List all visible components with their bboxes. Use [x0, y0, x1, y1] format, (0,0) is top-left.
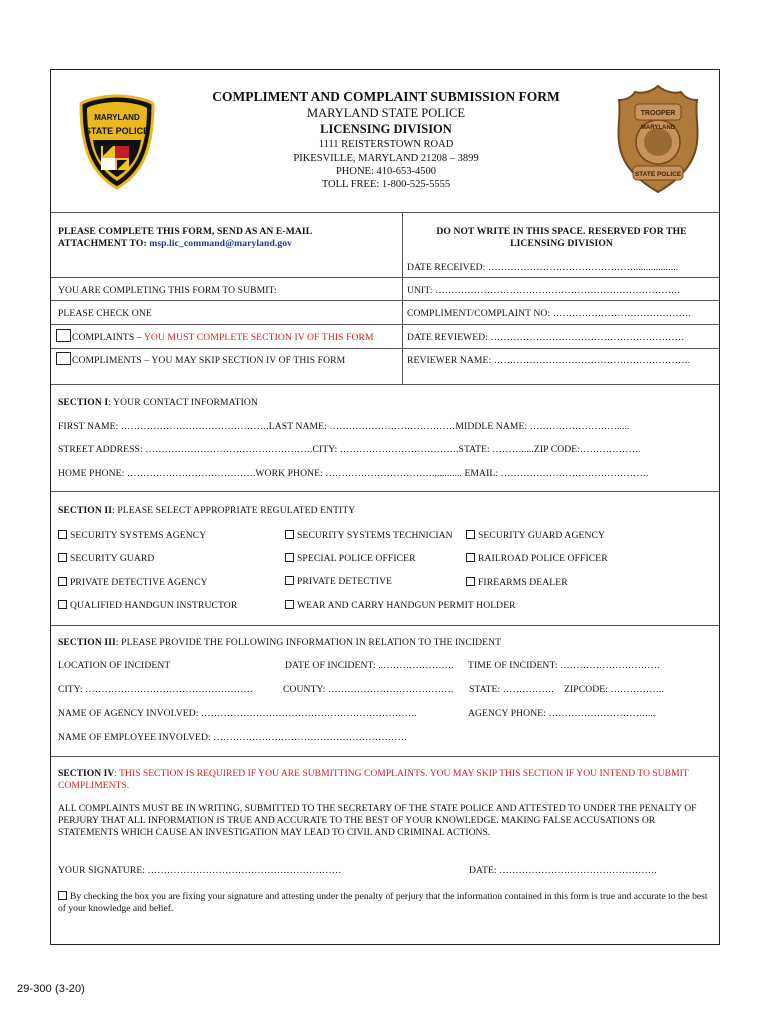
complaints-option	[72, 332, 374, 343]
checkbox[interactable]	[58, 577, 67, 586]
section-2-heading	[58, 505, 355, 516]
logo-text-bottom: STATE POLICE	[84, 126, 150, 136]
option-private-detective[interactable]	[285, 576, 392, 587]
section-1-title: : YOUR CONTACT INFORMATION	[108, 397, 258, 408]
checkbox[interactable]	[285, 530, 294, 539]
check-one-label: PLEASE CHECK ONE	[58, 308, 152, 319]
employee-involved-field[interactable]: NAME OF EMPLOYEE INVOLVED: ……………………………………………………	[58, 732, 408, 743]
division-name: LICENSING DIVISION	[320, 122, 452, 136]
checkbox[interactable]	[285, 600, 294, 609]
checkbox[interactable]	[58, 600, 67, 609]
attestation-checkbox[interactable]	[58, 891, 67, 900]
divider	[51, 625, 719, 626]
section-3-title: : PLEASE PROVIDE THE FOLLOWING INFORMATION IN RELATION TO THE INCIDENT	[115, 637, 502, 648]
form-title: COMPLIMENT AND COMPLAINT SUBMISSION FORM	[212, 89, 560, 104]
checkbox[interactable]	[58, 553, 67, 562]
date-of-incident-field[interactable]: DATE OF INCIDENT: ..………………….	[285, 660, 454, 671]
option-label: WEAR AND CARRY HANDGUN PERMIT HOLDER	[297, 600, 516, 611]
incident-state-field[interactable]: STATE: …………….	[469, 684, 554, 695]
name-fields-row[interactable]: FIRST NAME: ……………………………………….LAST NAME: …………………………………MIDDLE NAME: ……………………….....	[58, 421, 630, 432]
incident-zipcode-field[interactable]: ZIPCODE: ……………..	[564, 684, 664, 695]
option-label: SECURITY GUARD	[70, 553, 155, 564]
option-special-police-officer[interactable]	[285, 553, 416, 564]
option-label: RAILROAD POLICE OFFICER	[478, 553, 608, 564]
section-4-label: SECTION IV	[58, 768, 115, 779]
address-line-1: 1111 REISTERSTOWN ROAD	[318, 139, 454, 150]
section-3-label: SECTION III	[58, 637, 116, 648]
option-firearms-dealer[interactable]	[466, 577, 568, 588]
form-frame	[50, 69, 720, 945]
section-4-heading	[58, 768, 708, 792]
option-label: PRIVATE DETECTIVE	[297, 576, 393, 587]
complaints-note: YOU MUST COMPLETE SECTION IV OF THIS FORM	[143, 332, 374, 343]
reserved-title-2: LICENSING DIVISION	[510, 238, 613, 249]
option-railroad-police-officer[interactable]	[466, 553, 608, 564]
incident-county-field[interactable]: COUNTY: …………………………………	[283, 684, 454, 695]
checkbox[interactable]	[285, 553, 294, 562]
divider	[51, 348, 719, 349]
compliments-checkbox[interactable]	[56, 352, 71, 365]
toll-free-number: TOLL FREE: 1-800-525-5555	[321, 179, 451, 190]
section-1-heading	[58, 397, 258, 408]
phone-number: PHONE: 410-653-4500	[335, 166, 437, 177]
option-security-guard[interactable]	[58, 553, 154, 564]
location-of-incident-label[interactable]: LOCATION OF INCIDENT	[58, 660, 171, 671]
form-number: 29-300 (3-20)	[17, 983, 85, 995]
option-private-detective-agency[interactable]	[58, 577, 208, 588]
address-fields-row[interactable]: STREET ADDRESS: …………………………………………….CITY: ……………………………….STATE: ……….....ZIP CODE:……………….	[58, 444, 641, 455]
phone-email-fields-row[interactable]: HOME PHONE: ………………………………….WORK PHONE: ……………………………............ EMAIL: ……………………………………….	[58, 468, 649, 479]
agency-phone-field[interactable]: AGENCY PHONE: …………………………....	[468, 708, 656, 719]
date-reviewed-field: DATE REVIEWED: ……………………………………………………	[407, 332, 685, 343]
option-label: FIREARMS DEALER	[478, 577, 568, 588]
section-2-label: SECTION II	[58, 505, 113, 516]
time-of-incident-field[interactable]: TIME OF INCIDENT: ………………………….	[468, 660, 660, 671]
section-3-heading	[58, 637, 501, 648]
divider	[51, 491, 719, 492]
section-1-label: SECTION I	[58, 397, 109, 408]
divider	[51, 277, 719, 278]
complaints-label: COMPLAINTS –	[72, 332, 144, 343]
perjury-statement: ALL COMPLAINTS MUST BE IN WRITING, SUBMITTED TO THE SECRETARY OF THE STATE POLICE AND ATTESTED TO UNDER THE PENALTY OF PERJURY THAT ALL INFORMATION IS TRUE AND ACCURATE TO THE BEST OF YOUR KNOWLEDGE. MAKING FALSE ACCUSATIONS OR STATEMENTS WHICH CAUSE AN INVESTIGATION MAY LEAD TO CIVIL AND CRIMINAL ACTIONS.	[58, 803, 697, 838]
signature-date-field[interactable]: DATE: ………………………………………….	[469, 865, 657, 876]
submit-prompt: YOU ARE COMPLETING THIS FORM TO SUBMIT:	[58, 285, 277, 296]
badge-text-mid: MARYLAND	[640, 125, 676, 131]
instructions-attachment-label: ATTACHMENT TO:	[58, 238, 150, 249]
option-label: SECURITY GUARD AGENCY	[478, 530, 606, 541]
divider	[51, 300, 719, 301]
checkbox[interactable]	[285, 576, 294, 585]
date-received-field: DATE RECEIVED: ………………………………………..................	[407, 262, 679, 273]
attestation	[58, 891, 708, 915]
option-label: SECURITY SYSTEMS AGENCY	[70, 530, 207, 541]
option-label: QUALIFIED HANDGUN INSTRUCTOR	[70, 600, 238, 611]
checkbox[interactable]	[58, 530, 67, 539]
option-security-guard-agency[interactable]	[466, 530, 605, 541]
complaint-number-field: COMPLIMENT/COMPLAINT NO: …………………………………….	[407, 308, 691, 319]
unit-field: UNIT: ………………………………………………………………….	[407, 285, 680, 296]
badge-text-bottom: STATE POLICE	[634, 171, 682, 178]
instructions-line-1: PLEASE COMPLETE THIS FORM, SEND AS AN E-MAIL	[58, 226, 313, 237]
option-label: SECURITY SYSTEMS TECHNICIAN	[297, 530, 453, 541]
option-label: SPECIAL POLICE OFFICER	[297, 553, 416, 564]
agency-name: MARYLAND STATE POLICE	[306, 106, 466, 120]
logo-text-top: MARYLAND	[94, 113, 140, 122]
attestation-text: By checking the box you are fixing your signature and attesting under the penalty of perjury that the information contained in this form is true and accurate to the best of your knowledge and belief.	[58, 891, 708, 914]
badge-text-top: TROOPER	[640, 110, 676, 117]
option-security-systems-technician[interactable]	[285, 530, 453, 541]
checkbox[interactable]	[466, 577, 475, 586]
agency-involved-field[interactable]: NAME OF AGENCY INVOLVED: ………………………………………………………….	[58, 708, 417, 719]
divider	[51, 756, 719, 757]
option-qualified-handgun-instructor[interactable]	[58, 600, 237, 611]
divider	[51, 384, 719, 385]
reviewer-name-field: REVIEWER NAME: …………………………………………………….	[407, 355, 691, 366]
complaints-checkbox[interactable]	[56, 329, 71, 342]
reserved-title-1: DO NOT WRITE IN THIS SPACE. RESERVED FOR THE	[436, 226, 687, 237]
checkbox[interactable]	[466, 553, 475, 562]
checkbox[interactable]	[466, 530, 475, 539]
section-4-title: : THIS SECTION IS REQUIRED IF YOU ARE SUBMITTING COMPLAINTS. YOU MAY SKIP THIS SECTION IF YOU INTEND TO SUBMIT COMPLIMENTS.	[58, 768, 689, 791]
signature-field[interactable]: YOUR SIGNATURE: ……………………………………………………	[58, 865, 342, 876]
incident-city-field[interactable]: CITY: …………………………………………….	[58, 684, 253, 695]
divider	[51, 212, 719, 213]
section-2-title: : PLEASE SELECT APPROPRIATE REGULATED ENTITY	[112, 505, 356, 516]
submission-email-link[interactable]: msp.lic_command@maryland.gov	[149, 238, 293, 249]
divider	[51, 324, 719, 325]
option-security-systems-agency[interactable]	[58, 530, 206, 541]
address-line-2: PIKESVILLE, MARYLAND 21208 – 3899	[293, 153, 479, 164]
option-label: PRIVATE DETECTIVE AGENCY	[70, 577, 208, 588]
instructions-line-2	[58, 238, 292, 249]
compliments-option: COMPLIMENTS – YOU MAY SKIP SECTION IV OF THIS FORM	[72, 355, 346, 366]
option-wear-and-carry-permit-holder[interactable]	[285, 600, 516, 611]
